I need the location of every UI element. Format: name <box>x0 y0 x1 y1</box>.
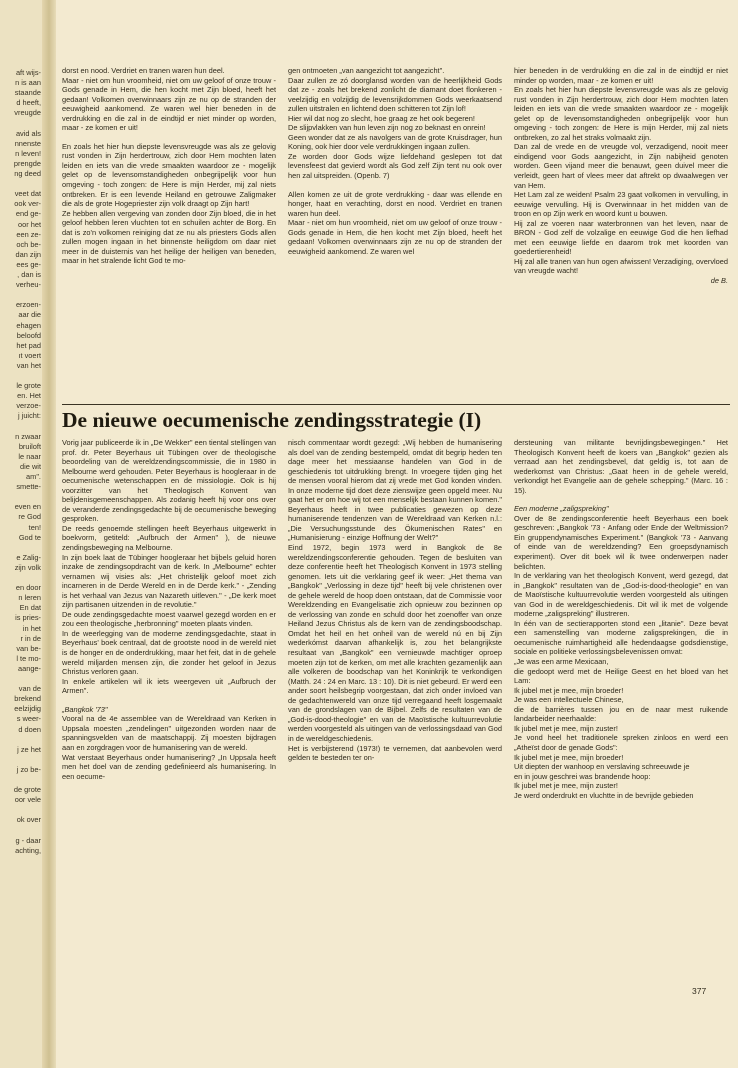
paragraph: Ik jubel met je mee, mijn broeder! <box>514 685 624 695</box>
left-page-fragment: ehagen <box>16 320 41 330</box>
left-page-fragment: g - daar <box>15 835 41 845</box>
left-page-fragment: aar die <box>18 310 41 320</box>
paragraph: Dan zal de vrede en de vreugde vol, verzadigend, nooit meer eindigend voor Gods aangezicht, in Zijn nabijheid genoten worden. Geen vijand meer die benauwt, geen duivel meer die verleidt, geen hart of vlees meer dat aftrekt op dwaalwegen ver van Hem. <box>514 142 728 190</box>
paragraph-gap <box>62 696 276 705</box>
left-page-fragment: even en <box>14 502 41 512</box>
paragraph: Geen wonder dat ze als navolgers van de grote Kruisdrager, hun Koning, ook hier door vele verdrukkingen ingaan zullen. <box>288 132 502 152</box>
left-page-fragment: e Zalig- <box>16 552 41 562</box>
left-page-fragment: brekend <box>14 694 41 704</box>
left-page-fragment: re God <box>18 512 41 522</box>
left-page-fragment: s weer- <box>16 714 41 724</box>
left-page-fragment: verheu- <box>15 280 41 290</box>
paragraph: dorst en nood. Verdriet en tranen waren hun deel. <box>62 66 225 75</box>
paragraph: nisch commentaar wordt gezegd: „Wij hebben de humanisering als doel van de zending bestempeld, omdat dit begrip heden ten dage meer het messiaanse handelen van God in de geschiedenis tot uitdrukking brengt. In vroegere tijden ging het de mensen vooral hierom dat zij vrede met God konden vinden. In onze moderne tijd doet deze zienswijze geen opgeld meer. Nu gaat het er om hoe wij tot een menselijk bestaan kunnen komen." Beyerhaus heeft in twee publicaties gewezen op deze humaniserende tendenzen van de Wereldraad van Kerken n.l.: „Die Versuchungsstunde des Ökumenischen Rates" en „Humanisierung - einzige Hoffnung der Welt?" <box>288 438 502 543</box>
left-page-fragment: och be- <box>16 239 41 249</box>
left-page-fragment: veet dat <box>14 189 41 199</box>
paragraph: Je was een intellectuele Chinese, <box>514 695 624 705</box>
article-title: De nieuwe oecumenische zendingsstrategie (I) <box>62 408 482 432</box>
left-page-fragment: ıt voert <box>18 350 41 360</box>
left-page-fragment: j juicht: <box>17 411 41 421</box>
paragraph: Het Lam zal ze weiden! Psalm 23 gaat volkomen in vervulling, in eeuwige vervulling. Hij is Overwinnaar in het midden van de troon en op Zijn werk en woord kunt u bouwen. <box>514 190 728 219</box>
left-page-fragment: j ze het <box>17 744 41 754</box>
paragraph: In enkele artikelen wil ik iets weergeven uit „Aufbruch der Armen". <box>62 676 276 696</box>
paragraph: Ik jubel met je mee, mijn zuster! <box>514 723 618 733</box>
left-page-fragment: eelzijdig <box>14 704 41 714</box>
left-page-fragment: En dat <box>19 603 41 613</box>
page-gutter <box>42 0 56 1068</box>
left-page-fragment: oor vele <box>14 795 41 805</box>
paragraph: Vorig jaar publiceerde ik in „De Wekker" een tiental stellingen van prof. dr. Peter Beyerhaus uit Tübingen over de theologische beoordeling van de wereldzendingscommissie, die in 1980 in Melbourne werd gehouden. Peter Beyerhaus is hoogleraar in de oecumenische wetenschappen en de missiologie. Ook is hij voorzitter van het Theologisch Konvent van belijdenisgemeenschappen. Als zodanig heeft hij voor ons over de veranderde zendingsgedachte bij de oecumenische beweging gesproken. <box>62 438 276 524</box>
paragraph: Vooral na de 4e assemblee van de Wereldraad van Kerken in Uppsala moesten „zendelingen" uitgezonden worden naar de spanningsvelden van de maatschappij. Zij moesten bijdragen aan en zorgdragen voor de humanisering van de wereld. <box>62 714 276 752</box>
left-page-fragment: le grote <box>16 381 41 391</box>
paragraph: gen ontmoeten „van aangezicht tot aangezicht". <box>288 66 445 75</box>
left-page-fragment: God te <box>18 532 41 542</box>
paragraph: De oude zendingsgedachte moest vaarwel gezegd worden en er zou een theologische „herbronning" moeten plaats vinden. <box>62 609 276 629</box>
left-page-fragment: ten! <box>28 522 41 532</box>
left-page-fragment: l te mo- <box>16 653 41 663</box>
left-page-fragment: n leren <box>18 593 41 603</box>
paragraph: Allen komen ze uit de grote verdrukking - daar was ellende en honger, haat en verachting, dorst en nood. Verdriet en tranen waren hun deel. <box>288 189 502 218</box>
left-page-fragment: aft wijs- <box>15 68 41 77</box>
left-page-fragment: in het <box>22 623 41 633</box>
left-page-fragment: ook ver- <box>14 199 41 209</box>
paragraph: Daar zullen ze zó doorglansd worden van de heerlijkheid Gods dat ze - zoals het brekend zonlicht de diamant doet flonkeren - veelzijdig en volzijdig de levensrijkdommen Gods weerkaatsend zullen uitstralen en lichtend doen schitteren tot Zijn lof! <box>288 75 502 114</box>
article-column-1 <box>62 438 276 781</box>
left-page-fragment: verzoe- <box>16 401 41 411</box>
left-page-fragment: nnenste <box>14 138 41 148</box>
left-page-edge <box>0 0 44 1068</box>
page-number: 377 <box>692 986 707 996</box>
left-page-fragment: achting, <box>15 845 41 855</box>
left-page-fragment: prengde <box>13 158 41 168</box>
left-page-fragment: ees ge- <box>16 259 41 269</box>
paragraph: In zijn boek laat de Tübinger hoogleraar het bijbels geluid horen inzake de zendingsopdracht van de kerk. In „Melbourne" echter vernamen wij visies als: „Het christelijk geloof moet zich incarneren in de Derde Wereld en in de Derde kerk." - „Zending is het verhaal van Jezus van Nazareth uitleven." - „De kerk moet zijn partisanen uitzenden in de revolutie." <box>62 552 276 610</box>
left-page-fragment: d doen <box>18 724 41 734</box>
left-page-fragment: n zwaar <box>15 431 41 441</box>
left-page-fragment: aange- <box>17 663 41 673</box>
paragraph-gap <box>62 133 276 142</box>
left-page-fragment: een ze- <box>16 229 41 239</box>
left-page-fragment: le naar <box>18 451 41 461</box>
left-page-fragment: dan zijn <box>15 249 41 259</box>
left-page-fragment: ok over <box>16 815 41 825</box>
paragraph: dersteuning van militante bevrijdingsbewegingen." Het Theologisch Konvent heeft de koers van „Bangkok" gezien als verraad aan het zendingsbevel, dat geldig is, tot aan de wederkomst van Christus: „Gaat heen in de gehele wereld, verkondigt het Evangelie aan de gehele schepping." (Marc. 16 : 15). <box>514 438 728 495</box>
left-page-fragment: en door <box>15 583 41 593</box>
paragraph: In de verklaring van het theologisch Konvent, werd gezegd, dat in „Bangkok" resultaten van de „God-is-dood-theologie" en van de Maoïstische kultuurrevolutie werden voorgesteld als uitingen van God in de wereldgeschiedenis. Dit wil ik met de volgende moderne „zaligspreking" illustreren. <box>514 571 728 619</box>
paragraph: Hij zal alle tranen van hun ogen afwissen! Verzadiging, overvloed van vreugde wacht! <box>514 256 728 276</box>
paragraph: Ik jubel met je mee, mijn broeder! <box>514 752 624 762</box>
left-page-fragment: van be- <box>16 643 41 653</box>
left-page-fragment: het pad <box>16 340 41 350</box>
paragraph: Hier wil dat nog zo slecht, hoe graag ze het ook begeren! <box>288 113 475 123</box>
left-page-fragment: vreugde <box>14 108 41 118</box>
paragraph: Ze hebben allen vergeving van zonden door Zijn bloed, die in het geloof hebben leren vluchten tot en schuilen achter de Borg. En dat is zo'n volkomen reiniging dat ze nu als priesters Gods allen zullen mogen ingaan in het binnenste heiligdom om daar niet meer in de duisternis van het heilige der heiligen van beneden, maar in het stralende licht God te mo- <box>62 208 276 266</box>
paragraph: Een moderne „zaligspreking" <box>514 504 609 514</box>
paragraph: Ze worden door Gods wijze liefdehand geslepen tot dat levensfeest dat gevierd wordt als God zelf Zijn tent nu ook over hen zal uitspreiden. (Openb. 7) <box>288 151 502 181</box>
left-page-fragment: ng deed <box>14 169 41 178</box>
left-page-fragment: n leven! <box>15 148 41 158</box>
left-page-fragment: smette- <box>16 482 41 492</box>
paragraph-gap <box>514 495 728 504</box>
paragraph: In één van de sectierapporten stond een „litanie". Deze bevat een samenstelling van moderne zaligsprekingen, die in oecumenische ruimhartigheid alle hedendaagse godsdienstige, sociale en politieke verlossingsbelevenissen omvat: <box>514 618 728 657</box>
left-page-fragment: end ge- <box>15 209 41 219</box>
left-page-fragment: staande <box>14 88 41 98</box>
paragraph: Over de 8e zendingsconferentie heeft Beyerhaus een boek geschreven: „Bangkok '73 - Anfang oder Ende der Weltmission? Ein gruppendynamisches Experiment." (Bangkok '73 - Aanvang of einde van de wereldzending? Een groepsdynamisch experiment). Over dit boek wil ik twee onderwerpen nader belichten. <box>514 513 728 571</box>
paragraph: Het is verbijsterend (1973!) te vernemen, dat aanbevolen werd gelden te besteden ter on- <box>288 743 502 763</box>
paragraph: Je werd onderdrukt en vluchtte in de bevrijde gebieden <box>514 790 694 800</box>
section-divider <box>62 404 730 405</box>
left-page-fragment: d heeft, <box>16 98 41 108</box>
top-column-2 <box>288 66 502 256</box>
paragraph: De reeds genoemde stellingen heeft Beyerhaus uitgewerkt in boekvorm, getiteld: „Aufbruch der Armen" ), de nieuwe zendingsbeweging na Melbourne. <box>62 523 276 553</box>
paragraph: Hij zal ze voeren naar waterbronnen van het leven, naar de BRON - God zelf de volzalige en eeuwige God die hen liefhad met een eeuwige liefde en daarom trok met koorden van goedertierenheid! <box>514 218 728 257</box>
left-page-fragment: oor het <box>17 219 41 229</box>
left-page-fragment: r in de <box>20 633 41 643</box>
paragraph: Uit diepten der wanhoop en verslaving schreeuwde je <box>514 762 690 772</box>
left-page-fragment: de grote <box>13 785 41 795</box>
paragraph: En zoals het hier hun diepste levensvreugde was als ze gelovig rust vonden in Zijn herdertrouw, zich door Hem mochten laten leiden en iets van die vrede smaakten waardoor ze - mogelijk gelet op de levensomstandigheden onbegrijpelijk voor hun omgeving - toch zongen: de Here is mijn Herder, mij zal niets ontbreken. Er is een levende Heiland en getrouwe Zaligmaker die als de grote Hogepriester zijn volk draagt op Zijn hart! <box>62 141 276 209</box>
paragraph: „Bangkok '73" <box>62 704 108 714</box>
left-page-fragment: avid als <box>15 128 41 138</box>
left-page-fragment: van het <box>16 360 41 370</box>
left-page-fragment: en. Het <box>17 391 41 401</box>
left-page-fragment: erzoen- <box>15 300 41 310</box>
paragraph-gap <box>288 181 502 190</box>
top-column-1 <box>62 66 276 266</box>
left-page-fragment: zijn volk <box>14 562 41 572</box>
paragraph: En zoals het hier hun diepste levensvreugde was als ze gelovig rust vonden in Zijn herdertrouw, zich door Hem mochten laten leiden en iets van die vrede smaakten waardoor ze - mogelijk gelet op de levensomstandigheden onbegrijpelijk voor hun omgeving - toch zongen: de Here is mijn Herder, mij zal niets ontbreken, zo zal het straks volmaakt zijn. <box>514 85 728 142</box>
paragraph: De slijpvlakken van hun leven zijn nog zo beknast en onrein! <box>288 123 486 133</box>
left-page-fragment: beloofd <box>16 330 41 340</box>
paragraph: Ik jubel met je mee, mijn zuster! <box>514 781 618 791</box>
paragraph: Maar - niet om hun vroomheid, niet om uw geloof of onze trouw - Gods genade in Hem, die hen kocht met Zijn bloed, heeft het gedaan! Volkomen overwinnaars zijn ze nu op de stranden der eeuwigheid aankomend. Ze waren wel <box>288 218 502 256</box>
left-page-fragment: , dan is <box>17 270 41 279</box>
left-page-fragment: is pries- <box>15 613 41 623</box>
left-page-fragment: die wit <box>20 461 41 471</box>
left-page-fragment: j zo be- <box>16 764 41 774</box>
paragraph: In de weerlegging van de moderne zendingsgedachte, staat in Beyerhaus' boek centraal, dat de grootste nood in de wereld niet is de honger en de onderdrukking, maar het feit, dat in de gehele wereld miljarden mensen zijn, die zonder het geloof in Jezus Christus verloren gaan. <box>62 628 276 677</box>
article-column-3 <box>514 438 728 800</box>
paragraph: en in jouw geschrei was brandende hoop: <box>514 771 651 781</box>
article-column-2 <box>288 438 502 763</box>
paragraph: Maar - niet om hun vroomheid, niet om uw geloof of onze trouw - Gods genade in Hem, die hen kocht met Zijn bloed, heeft het gedaan! Volkomen overwinnaars zijn ze nu op de stranden der eeuwigheid aankomend. Ze waren wel hier beneden in de verdrukking en die zal in de eindtijd er niet minder op worden, maar - ze komen er uit! <box>62 75 276 133</box>
left-page-fragment: am". <box>26 472 41 481</box>
paragraph: Eind 1972, begin 1973 werd in Bangkok de 8e wereldzendingsconferentie gehouden. Tegen de besluiten van deze conferentie heeft het Theologisch Konvent in 1973 stelling genomen. Iets uit die verklaring geef ik weer: „Het thema van „Bangkok" „Verlossing in deze tijd" heeft bij vele christenen over de gehele wereld de hoop doen ontstaan, dat de Commissie voor Wereldzending en Evangelisatie zich opnieuw zou bezinnen op de verlossing van zonde en schuld door het zoenoffer van onze Heiland Jezus Christus als de kern van de zendingsboodschap. Omdat het heil en het onheil van de wereld nú en bij Zijn wederkómst daarvan afhankelijk is, zou het belangrijkste resultaat van „Bangkok" een vernieuwde machtiger oproep moeten zijn tot de kerken, om met alle krachten gezamenlijk aan alle volkeren de boodschap van het Koninkrijk te verkondigen (Matth. 24 : 24 en Marc. 13 : 10). Dit is niet gebeurd. Er werd een ander soort heilsbegrip voorgestaan, dat zich onder invloed van de gedachtenwereld van onze tijd verregaand heeft losgemaakt van de grondslagen van de Bijbel. Zelfs de resultaten van de „God-is-dood-theologie" en van de Maoïstische kultuurrevolutie werden voorgesteld als uitingen van de verlossingsdaad van God in de wereldgeschiedenis. <box>288 543 502 743</box>
paragraph: die gedoopt werd met de Heilige Geest en het bloed van het Lam: <box>514 666 728 686</box>
author-signature: de B. <box>710 276 728 286</box>
paragraph: hier beneden in de verdrukking en die zal in de eindtijd er niet minder op worden, maar - ze komen er uit! <box>514 66 728 85</box>
left-page-fragment: bruiloft <box>18 441 41 451</box>
paragraph: Je vond heel het traditionele spreken zinloos en werd een „Atheïst door de genade Gods": <box>514 733 728 752</box>
top-column-3 <box>514 66 728 286</box>
paragraph: die de barrières tussen jou en de naar mest ruikende landarbeider neerhaalde: <box>514 704 728 724</box>
left-page-fragment: van de <box>18 684 41 694</box>
paragraph: Wat verstaat Beyerhaus onder humanisering? „In Uppsala heeft men het doel van de zending gedefinieerd als humanisering. In een oecume- <box>62 752 276 781</box>
paragraph: „Je was een arme Mexicaan, <box>514 657 609 667</box>
left-page-fragment: n is aan <box>15 78 41 88</box>
